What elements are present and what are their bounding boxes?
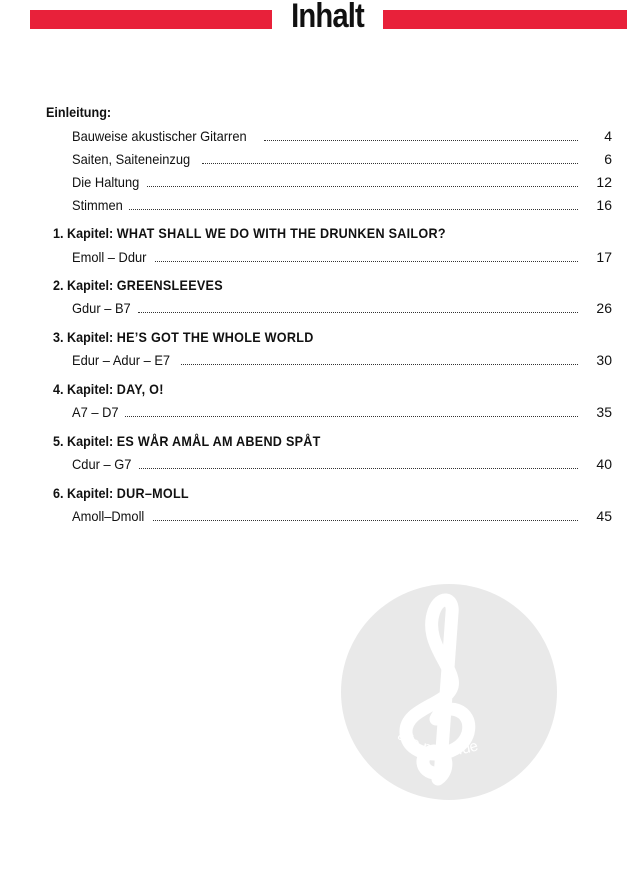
toc-entry-page: 4 [604, 128, 612, 144]
toc-entry[interactable] [72, 352, 612, 372]
toc-entry-label: Die Haltung [72, 174, 140, 190]
toc-entry-label: Saiten, Saiteneinzug [72, 151, 191, 167]
toc-entry-page: 30 [596, 352, 612, 368]
toc-entry-page: 17 [596, 249, 612, 265]
chapter-heading [53, 329, 314, 345]
toc-entry[interactable] [72, 151, 612, 171]
toc-entry-page: 40 [596, 456, 612, 472]
chapter-number: 4. Kapitel: [53, 381, 114, 397]
dot-leader [202, 151, 578, 164]
chapter-number: 5. Kapitel: [53, 433, 114, 449]
dot-leader [125, 404, 578, 417]
chapter-title: GREENSLEEVES [116, 277, 223, 293]
dot-leader [155, 249, 578, 262]
chapter-heading [53, 433, 321, 449]
toc-entry[interactable] [72, 249, 612, 269]
treble-clef-icon [340, 583, 558, 801]
toc-entry[interactable] [72, 404, 612, 424]
chapter-heading [53, 277, 223, 293]
chapter-title: HE’S GOT THE WHOLE WORLD [116, 329, 314, 345]
toc-entry-page: 16 [596, 197, 612, 213]
dot-leader [153, 508, 578, 521]
dot-leader [181, 352, 578, 365]
dot-leader [138, 300, 578, 313]
chapter-keys: Amoll–Dmoll [72, 508, 145, 524]
toc-entry[interactable] [72, 300, 612, 320]
chapter-number: 1. Kapitel: [53, 225, 114, 241]
toc-entry-label: Stimmen [72, 197, 123, 213]
toc-entry[interactable] [72, 197, 612, 217]
dot-leader [129, 197, 578, 210]
chapter-heading [53, 381, 164, 397]
toc-entry-label: Bauweise akustischer Gitarren [72, 128, 247, 144]
chapter-keys: Emoll – Ddur [72, 249, 147, 265]
toc-entry-page: 45 [596, 508, 612, 524]
intro-heading: Einleitung: [46, 104, 112, 120]
chapter-number: 6. Kapitel: [53, 485, 114, 501]
toc-entry[interactable] [72, 456, 612, 476]
header-accent-bar-left [30, 10, 272, 29]
toc-entry-page: 6 [604, 151, 612, 167]
watermark [340, 583, 558, 801]
chapter-title: WHAT SHALL WE DO WITH THE DRUNKEN SAILOR? [116, 225, 446, 241]
chapter-number: 2. Kapitel: [53, 277, 114, 293]
header-accent-bar-right [383, 10, 627, 29]
chapter-keys: A7 – D7 [72, 404, 119, 420]
dot-leader [139, 456, 578, 469]
chapter-keys: Edur – Adur – E7 [72, 352, 171, 368]
watermark-text: alle-noten.de [394, 726, 481, 760]
chapter-number: 3. Kapitel: [53, 329, 114, 345]
toc-entry-page: 35 [596, 404, 612, 420]
page-header [0, 0, 640, 40]
chapter-keys: Gdur – B7 [72, 300, 131, 316]
chapter-title: DUR–MOLL [116, 485, 189, 501]
page-title: Inhalt [291, 0, 364, 35]
toc-entry[interactable] [72, 508, 612, 528]
dot-leader [147, 174, 578, 187]
chapter-heading [53, 485, 189, 501]
toc-entry[interactable] [72, 174, 612, 194]
chapter-title: ES WÅR AMÅL AM ABEND SPÅT [116, 433, 321, 449]
toc-entry-page: 12 [596, 174, 612, 190]
toc-entry-page: 26 [596, 300, 612, 316]
dot-leader [264, 128, 578, 141]
chapter-keys: Cdur – G7 [72, 456, 132, 472]
chapter-heading [53, 225, 446, 241]
toc-entry[interactable] [72, 128, 612, 148]
chapter-title: DAY, O! [116, 381, 164, 397]
